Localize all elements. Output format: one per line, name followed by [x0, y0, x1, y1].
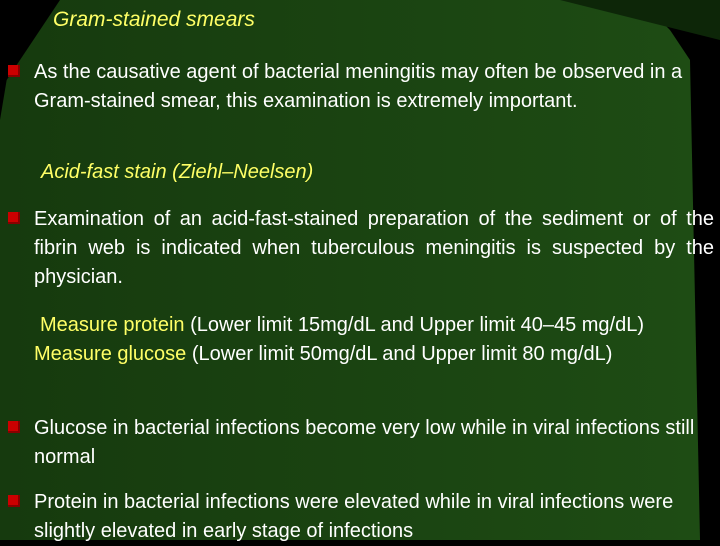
measure-glucose-label: Measure glucose [34, 343, 187, 365]
bullet-text-1: As the causative agent of bacterial meningitis may often be observed in a Gram-stained smear, this examination is extremely important. [34, 61, 683, 112]
protein-limits: (Lower limit 15mg/dL and Upper limit 40–45 mg/dL) [184, 314, 645, 336]
square-bullet-icon [8, 212, 20, 224]
heading-gram-stained-smears: Gram-stained smears [53, 8, 255, 31]
bullet-text-2: Examination of an acid-fast-stained preparation of the sediment or of the fibrin web is indicated when tuberculous meningitis is suspected by the physician. [34, 208, 714, 288]
measure-protein-label: Measure protein [40, 314, 185, 336]
glucose-limits: (Lower limit 50mg/dL and Upper limit 80 mg/dL) [186, 343, 613, 365]
square-bullet-icon [8, 495, 20, 507]
square-bullet-icon [8, 421, 20, 433]
square-bullet-icon [8, 65, 20, 77]
heading-acid-fast-stain: Acid-fast stain (Ziehl–Neelsen) [41, 161, 314, 183]
bullet-text-3: Glucose in bacterial infections become very low while in viral infections still normal [34, 417, 695, 468]
measure-paragraph [34, 311, 714, 369]
bullet-text-4: Protein in bacterial infections were elevated while in viral infections were slightly elevated in early stage of infections [34, 491, 674, 542]
